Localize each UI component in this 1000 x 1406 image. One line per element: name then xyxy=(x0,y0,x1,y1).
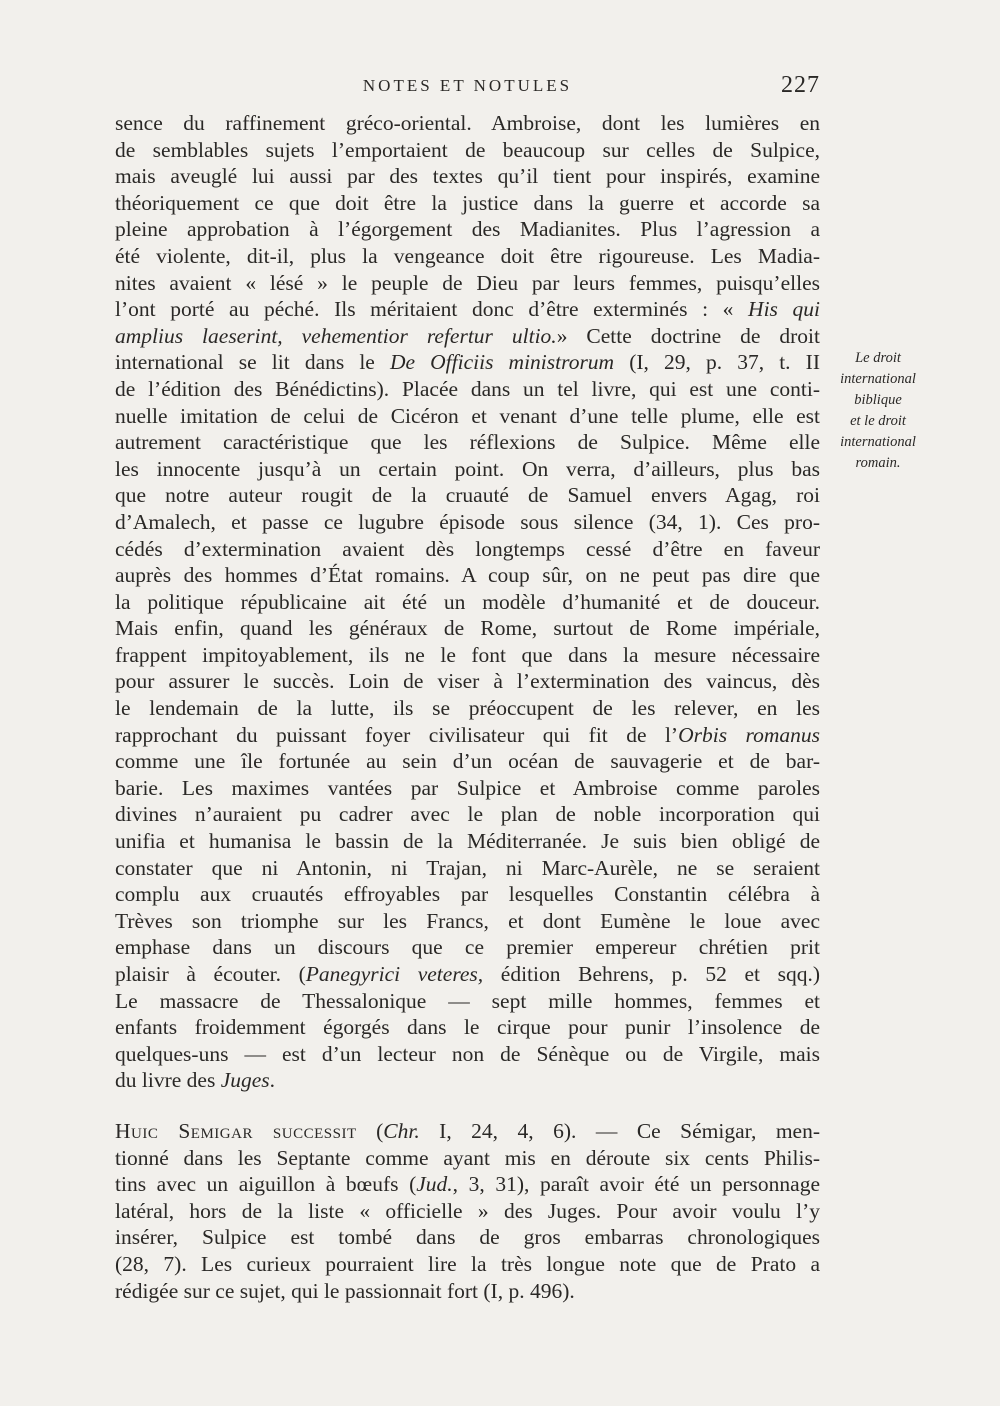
text-line: emphase dans un discours que ce premier empereur chrétien prit xyxy=(115,935,820,960)
text-line: de semblables sujets l’emportaient de beaucoup sur celles de Sulpice, xyxy=(115,137,820,162)
text-line: latéral, hors de la liste « officielle » des Juges. Pour avoir voulu l’y xyxy=(115,1198,820,1223)
text-run: (I, 29, p. 37, t. II xyxy=(614,350,820,375)
text-line: été violente, dit-il, plus la vengeance doit être rigoureuse. Les Madia- xyxy=(115,243,820,268)
text-line xyxy=(115,1171,820,1198)
text-run: , 3, 31), paraît avoir été un personnage xyxy=(452,1172,820,1197)
text-line xyxy=(115,1067,820,1094)
text-line: divines n’auraient pu cadrer avec le plan de noble incorporation qui xyxy=(115,802,820,827)
text-line: comme une île fortunée au sein d’un océan de sauvagerie et de bar- xyxy=(115,749,820,774)
section-lemma: Huic Semigar successit xyxy=(115,1118,357,1143)
text-line: que notre auteur rougit de la cruauté de Samuel envers Agag, roi xyxy=(115,483,820,508)
text-line: (28, 7). Les curieux pourraient lire la très longue note que de Prato a xyxy=(115,1251,820,1276)
marginal-note-line: Le droit xyxy=(855,350,901,366)
text-line: unifia et humanisa le bassin de la Méditerranée. Je suis bien obligé de xyxy=(115,829,820,854)
marginal-note-line: international xyxy=(840,371,916,387)
text-line: Trèves son triomphe sur les Francs, et dont Eumène le loue avec xyxy=(115,908,820,933)
text-run: édition Behrens, p. 52 et sqq.) xyxy=(483,962,820,986)
text-line: frappent impitoyablement, ils ne le font que dans la mesure nécessaire xyxy=(115,642,820,667)
text-line: pleine approbation à l’égorgement des Madianites. Plus l’agression a xyxy=(115,217,820,242)
text-line: Le massacre de Thessalonique — sept mille hommes, femmes et xyxy=(115,988,820,1013)
text-run: plaisir à écouter. ( xyxy=(115,962,306,986)
latin-quote: amplius laeserint, vehementior refertur ultio. xyxy=(115,323,557,348)
text-line: la politique républicaine ait été un modèle d’humanité et de douceur. xyxy=(115,589,820,614)
latin-quote: His qui xyxy=(748,297,821,322)
text-line: quelques-uns — est d’un lecteur non de Sénèque ou de Virgile, mais xyxy=(115,1041,820,1066)
book-title: Panegyrici veteres, xyxy=(305,962,484,986)
text-line: rédigée sur ce sujet, qui le passionnait fort (I, p. 496). xyxy=(115,1278,575,1303)
running-head: NOTES ET NOTULES xyxy=(362,76,573,95)
text-run: . xyxy=(269,1068,276,1093)
text-run: rapprochant du puissant foyer civilisateur qui fit de l’ xyxy=(115,722,679,747)
marginal-note-line: international xyxy=(840,434,916,450)
text-run: l’ont porté au péché. Ils méritaient donc d’être exterminés : « xyxy=(115,297,749,322)
text-run: » Cette doctrine de droit xyxy=(556,323,820,348)
text-line: nites avaient « lésé » le peuple de Dieu par leurs femmes, puisqu’elles xyxy=(115,270,820,295)
text-line: insérer, Sulpice est tombé dans de gros embarras chronologiques xyxy=(115,1225,820,1250)
page-number: 227 xyxy=(781,72,820,98)
text-line xyxy=(115,296,820,323)
text-line xyxy=(115,961,820,988)
text-line: tionné dans les Septante comme ayant mis en déroute six cents Philis- xyxy=(115,1145,820,1170)
book-title: De Officiis ministrorum xyxy=(389,350,615,375)
text-line: constater que ni Antonin, ni Trajan, ni Marc-Aurèle, ne se seraient xyxy=(115,855,820,880)
text-line: barie. Les maximes vantées par Sulpice et Ambroise comme paroles xyxy=(115,775,820,800)
marginal-note-line: romain. xyxy=(855,455,901,471)
book-abbreviation: Chr. xyxy=(383,1118,420,1143)
marginal-note-line: biblique xyxy=(854,392,902,408)
text-line: d’Amalech, et passe ce lugubre épisode sous silence (34, 1). Ces pro- xyxy=(115,509,820,534)
text-line: sence du raffinement gréco-oriental. Ambroise, dont les lumières en xyxy=(115,111,820,135)
text-line: pour assurer le succès. Loin de viser à l’extermination des vaincus, dès xyxy=(115,669,820,694)
text-line: Mais enfin, quand les généraux de Rome, surtout de Rome impériale, xyxy=(115,616,820,641)
text-line: auprès des hommes d’État romains. A coup sûr, on ne peut pas dire que xyxy=(115,563,820,588)
latin-term: Orbis romanus xyxy=(678,722,820,747)
text-run: I, 24, 4, 6). — Ce Sémigar, men- xyxy=(419,1118,820,1143)
text-run: ( xyxy=(356,1118,384,1143)
book-title: Juges xyxy=(220,1068,270,1093)
section-gap xyxy=(115,1094,820,1118)
text-run: international se lit dans le xyxy=(115,350,390,375)
text-line: nuelle imitation de celui de Cicéron et venant d’une telle plume, elle est xyxy=(115,403,820,428)
body-text xyxy=(115,110,820,1304)
text-line xyxy=(115,323,820,350)
text-line: les innocente jusqu’à un certain point. On verra, d’ailleurs, plus bas xyxy=(115,456,820,481)
text-line xyxy=(115,1118,820,1145)
marginal-note xyxy=(828,348,928,474)
text-line: enfants froidemment égorgés dans le cirque pour punir l’insolence de xyxy=(115,1015,820,1040)
text-line xyxy=(115,349,820,376)
text-line: mais aveuglé lui aussi par des textes qu’il tient pour inspirés, examine xyxy=(115,164,820,189)
text-run: tins avec un aiguillon à bœufs ( xyxy=(115,1172,417,1197)
text-line: théoriquement ce que doit être la justice dans la guerre et accorde sa xyxy=(115,190,820,215)
text-line: de l’édition des Bénédictins). Placée dans un tel livre, qui est une conti- xyxy=(115,376,820,401)
book-abbreviation: Jud. xyxy=(416,1172,453,1197)
text-line xyxy=(115,722,820,749)
text-run: du livre des xyxy=(115,1068,221,1093)
text-line: complu aux cruautés effroyables par lesquelles Constantin célébra à xyxy=(115,882,820,907)
page-header xyxy=(115,72,820,102)
text-line: autrement caractéristique que les réflexions de Sulpice. Même elle xyxy=(115,430,820,455)
marginal-note-line: et le droit xyxy=(850,413,906,429)
text-line: le lendemain de la lutte, ils se préoccupent de les relever, en les xyxy=(115,696,820,721)
text-line: cédés d’extermination avaient dès longtemps cessé d’être en faveur xyxy=(115,536,820,561)
